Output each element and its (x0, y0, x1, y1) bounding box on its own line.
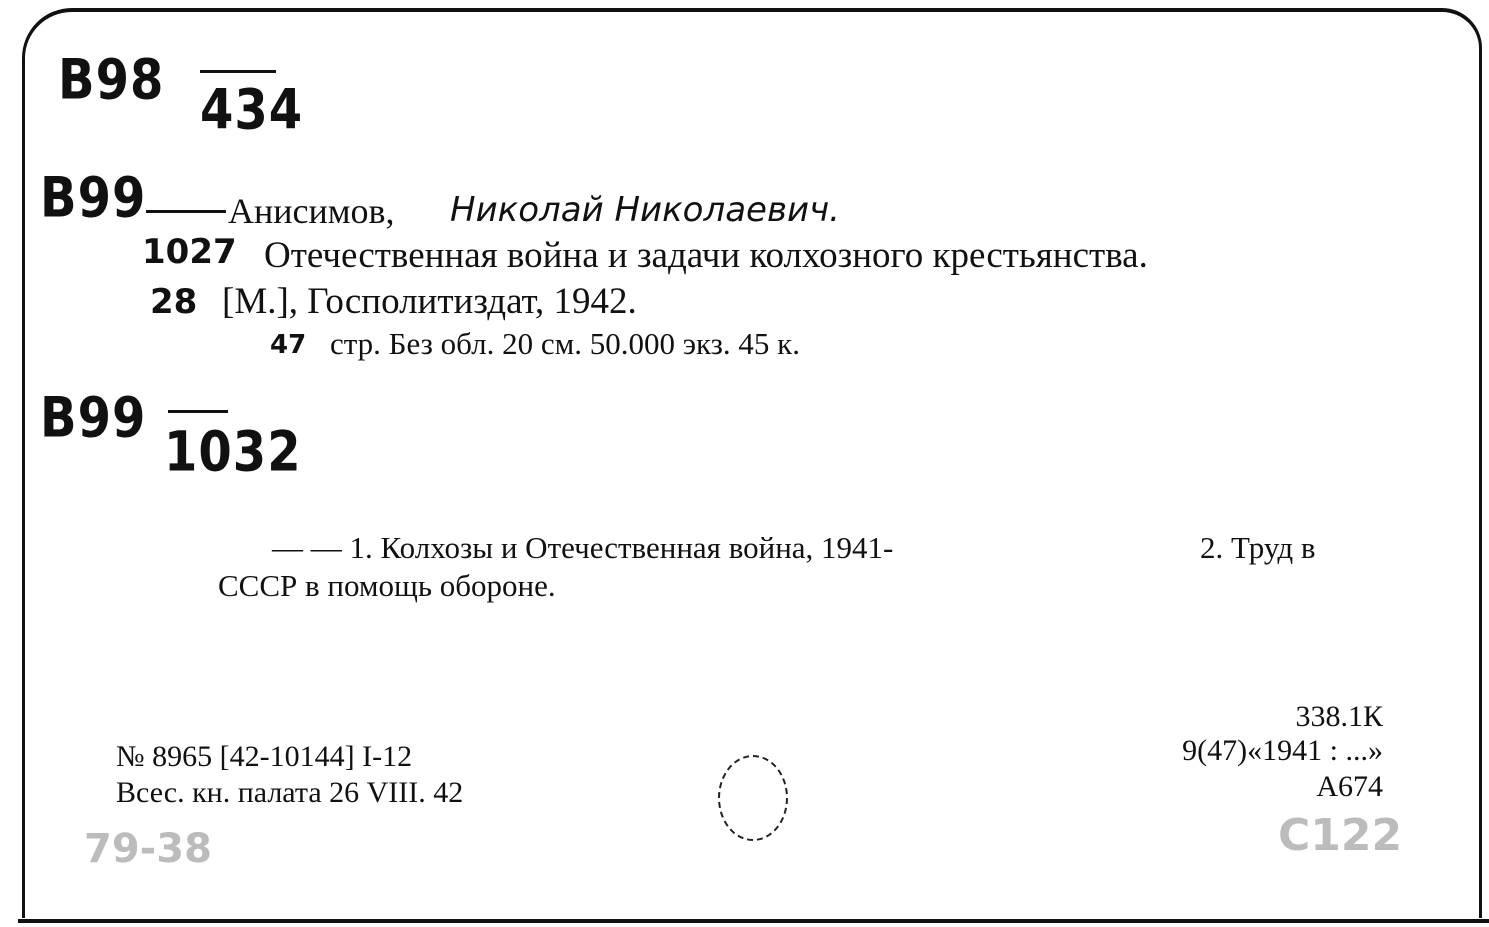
shelfmark-1-number: 434 (200, 78, 304, 143)
pages-mark: 47 (270, 330, 307, 360)
author-printed: Анисимов, (228, 191, 395, 231)
shelfmark-2-prefix: B99 (40, 386, 147, 451)
entry-dash (146, 210, 226, 213)
subject-2: 2. Труд в (1200, 530, 1316, 565)
publication: [М.], Госполитиздат, 1942. (222, 281, 637, 322)
publication-code: 28 (150, 282, 198, 322)
title: Отечественная война и задачи колхозного крестьянства. (264, 235, 1148, 276)
faint-stamp-left: 79-38 (84, 826, 212, 872)
classification-3: А674 (1316, 770, 1383, 803)
classification-2: 9(47)«1941 : ...» (1182, 734, 1383, 767)
punch-hole (718, 755, 788, 841)
author-handwritten: Николай Николаевич. (450, 190, 840, 230)
subject-1: — — 1. Колхозы и Отечественная война, 1941- (272, 530, 894, 565)
shelfmark-2-number: 1032 (164, 420, 302, 485)
shelfmark-1-prefix: B98 (58, 48, 165, 113)
faint-stamp-right: C122 (1278, 810, 1403, 861)
registry-line-1: № 8965 [42-10144] I-12 (116, 740, 413, 773)
card-bottom-edge (18, 919, 1489, 923)
title-code: 1027 (142, 232, 237, 272)
classification-1: 338.1К (1295, 700, 1383, 733)
entry-code: B99 (40, 166, 147, 231)
shelfmark-1-bar (200, 70, 276, 73)
registry-line-2: Всес. кн. палата 26 VIII. 42 (116, 776, 464, 809)
subject-continuation: СССР в помощь обороне. (218, 568, 556, 603)
description: стр. Без обл. 20 см. 50.000 экз. 45 к. (330, 326, 800, 361)
shelfmark-2-bar (168, 410, 228, 413)
